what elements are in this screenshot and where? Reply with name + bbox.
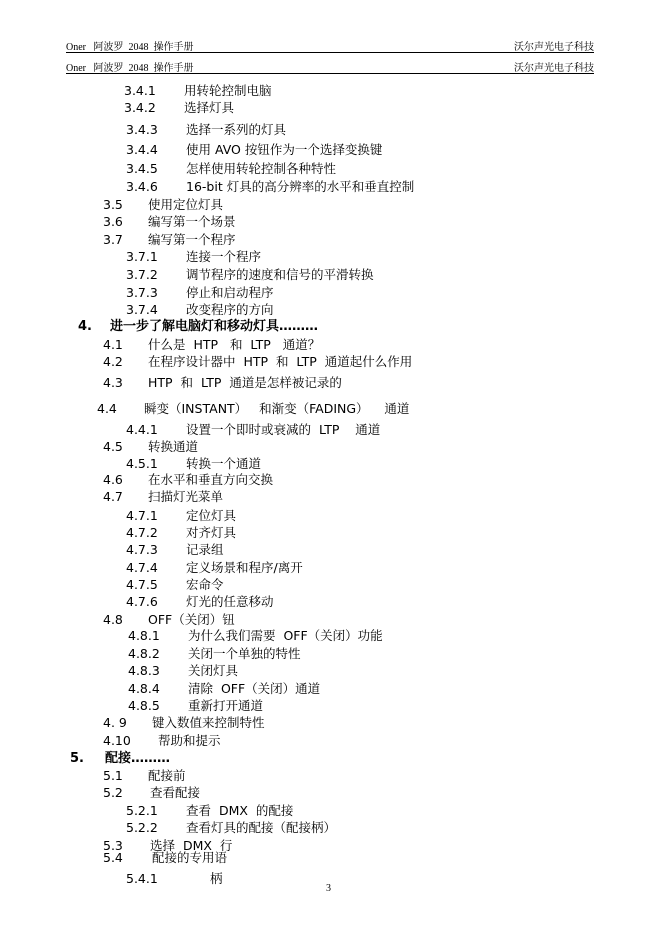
toc-entry-title: 查看灯具的配接（配接柄） [186,820,337,835]
toc-entry-number: 3.7.2 [126,267,158,282]
toc-entry-title: 选择一系列的灯具 [186,122,287,137]
toc-entry-number: 4.7.1 [126,508,158,523]
toc-entry-number: 4.8.1 [128,628,160,643]
toc-entry-title: 改变程序的方向 [186,302,274,317]
toc-entry-title: 设置一个即时或衰减的 LTP 通道 [186,422,381,437]
toc-entry-number: 4.7 [103,489,123,504]
toc-entry-number: 5.3 [103,838,123,853]
toc-entry-number: 3.4.5 [126,161,158,176]
toc-entry-number: 4.7.6 [126,594,158,609]
toc-entry-title: 停止和启动程序 [186,285,274,300]
toc-entry-title: 重新打开通道 [188,698,264,713]
toc-entry-number: 4.4 [97,401,117,416]
toc-entry-number: 4.5 [103,439,123,454]
toc-entry-title: 为什么我们需要 OFF（关闭）功能 [188,628,383,643]
toc-entry-number: 4.8.3 [128,663,160,678]
toc-entry-number: 4.5.1 [126,456,158,471]
toc-entry-title: 编写第一个场景 [148,214,236,229]
toc-entry-number: 3.7.3 [126,285,158,300]
toc-entry-title: OFF（关闭）钮 [148,612,235,627]
header-left: Oner 阿波罗 2048 操作手册 [66,42,194,53]
toc-entry-title: HTP 和 LTP 通道是怎样被记录的 [148,375,342,390]
toc-entry-title: 使用定位灯具 [148,197,224,212]
toc-entry-number: 3.6 [103,214,123,229]
toc-entry-title: 配接……… [105,751,171,766]
toc-entry-title: 键入数值来控制特性 [152,715,265,730]
toc-entry-number: 3.4.3 [126,122,158,137]
toc-entry-number: 3.5 [103,197,123,212]
toc-entry-number: 4.7.5 [126,577,158,592]
toc-entry-number: 4.7.2 [126,525,158,540]
toc-entry-title: 定位灯具 [186,508,237,523]
toc-entry-number: 3.4.4 [126,142,158,157]
toc-entry-number: 4.3 [103,375,123,390]
toc-entry-title: 柄 [210,871,223,886]
toc-entry-title: 配接前 [148,768,186,783]
toc-entry-number: 4.8.5 [128,698,160,713]
toc-entry-number: 4.7.4 [126,560,158,575]
toc-entry-title: 关闭一个单独的特性 [188,646,301,661]
toc-entry-title: 转换通道 [148,439,199,454]
toc-entry-title: 进一步了解电脑灯和移动灯具……… [110,319,319,334]
toc-entry-title: 对齐灯具 [186,525,237,540]
toc-entry-title: 编写第一个程序 [148,232,236,247]
toc-entry-title: 扫描灯光菜单 [148,489,224,504]
toc-entry-title: 在水平和垂直方向交换 [148,472,274,487]
toc-entry-number: 4.8.2 [128,646,160,661]
toc-entry-title: 使用 AVO 按钮作为一个选择变换键 [186,142,383,157]
toc-entry-number: 5.1 [103,768,123,783]
toc-entry-number: 4.7.3 [126,542,158,557]
header-right: 沃尔声光电子科技 [514,42,594,53]
toc-entry-title: 灯光的任意移动 [186,594,274,609]
toc-entry-number: 3.7.4 [126,302,158,317]
toc-entry-number: 5.4 [103,850,123,865]
toc-entry-title: 选择 DMX 行 [150,838,233,853]
toc-entry-number: 4.2 [103,354,123,369]
toc-entry-number: 5.2 [103,785,123,800]
toc-entry-number: 5. [70,751,84,766]
toc-entry-number: 4.4.1 [126,422,158,437]
toc-entry-number: 3.4.2 [124,100,156,115]
toc-entry-number: 4. [78,319,92,334]
toc-entry-number: 4.10 [103,733,131,748]
toc-entry-title: 查看 DMX 的配接 [186,803,294,818]
toc-entry-number: 3.7 [103,232,123,247]
toc-entry-title: 16-bit 灯具的高分辨率的水平和垂直控制 [186,179,415,194]
toc-entry-title: 选择灯具 [184,100,235,115]
toc-entry-number: 5.2.1 [126,803,158,818]
toc-entry-title: 连接一个程序 [186,249,262,264]
toc-entry-number: 4.1 [103,337,123,352]
toc-entry-title: 调节程序的速度和信号的平滑转换 [186,267,374,282]
toc-entry-number: 3.4.6 [126,179,158,194]
toc-entry-number: 5.2.2 [126,820,158,835]
toc-entry-title: 帮助和提示 [158,733,221,748]
toc-entry-title: 怎样使用转轮控制各种特性 [186,161,337,176]
toc-entry-number: 4.8.4 [128,681,160,696]
page-number: 3 [326,883,331,894]
toc-entry-title: 宏命令 [186,577,224,592]
toc-entry-number: 4. 9 [103,715,127,730]
toc-entry-number: 3.4.1 [124,83,156,98]
header-right: 沃尔声光电子科技 [514,63,594,74]
toc-entry-title: 配接的专用语 [152,850,228,865]
header-left: Oner 阿波罗 2048 操作手册 [66,63,194,74]
toc-entry-title: 查看配接 [150,785,201,800]
toc-entry-title: 用转轮控制电脑 [184,83,272,98]
toc-entry-title: 瞬变（INSTANT） 和渐变（FADING） 通道 [144,401,410,416]
toc-entry-title: 记录组 [186,542,224,557]
toc-entry-number: 4.8 [103,612,123,627]
toc-entry-title: 什么是 HTP 和 LTP 通道？ [148,337,321,352]
toc-entry-number: 5.4.1 [126,871,158,886]
toc-entry-title: 定义场景和程序/离开 [186,560,303,575]
toc-entry-number: 3.7.1 [126,249,158,264]
toc-entry-title: 关闭灯具 [188,663,239,678]
toc-entry-title: 转换一个通道 [186,456,262,471]
toc-entry-number: 4.6 [103,472,123,487]
toc-entry-title: 在程序设计器中 HTP 和 LTP 通道起什么作用 [148,354,413,369]
toc-entry-title: 清除 OFF（关闭）通道 [188,681,321,696]
